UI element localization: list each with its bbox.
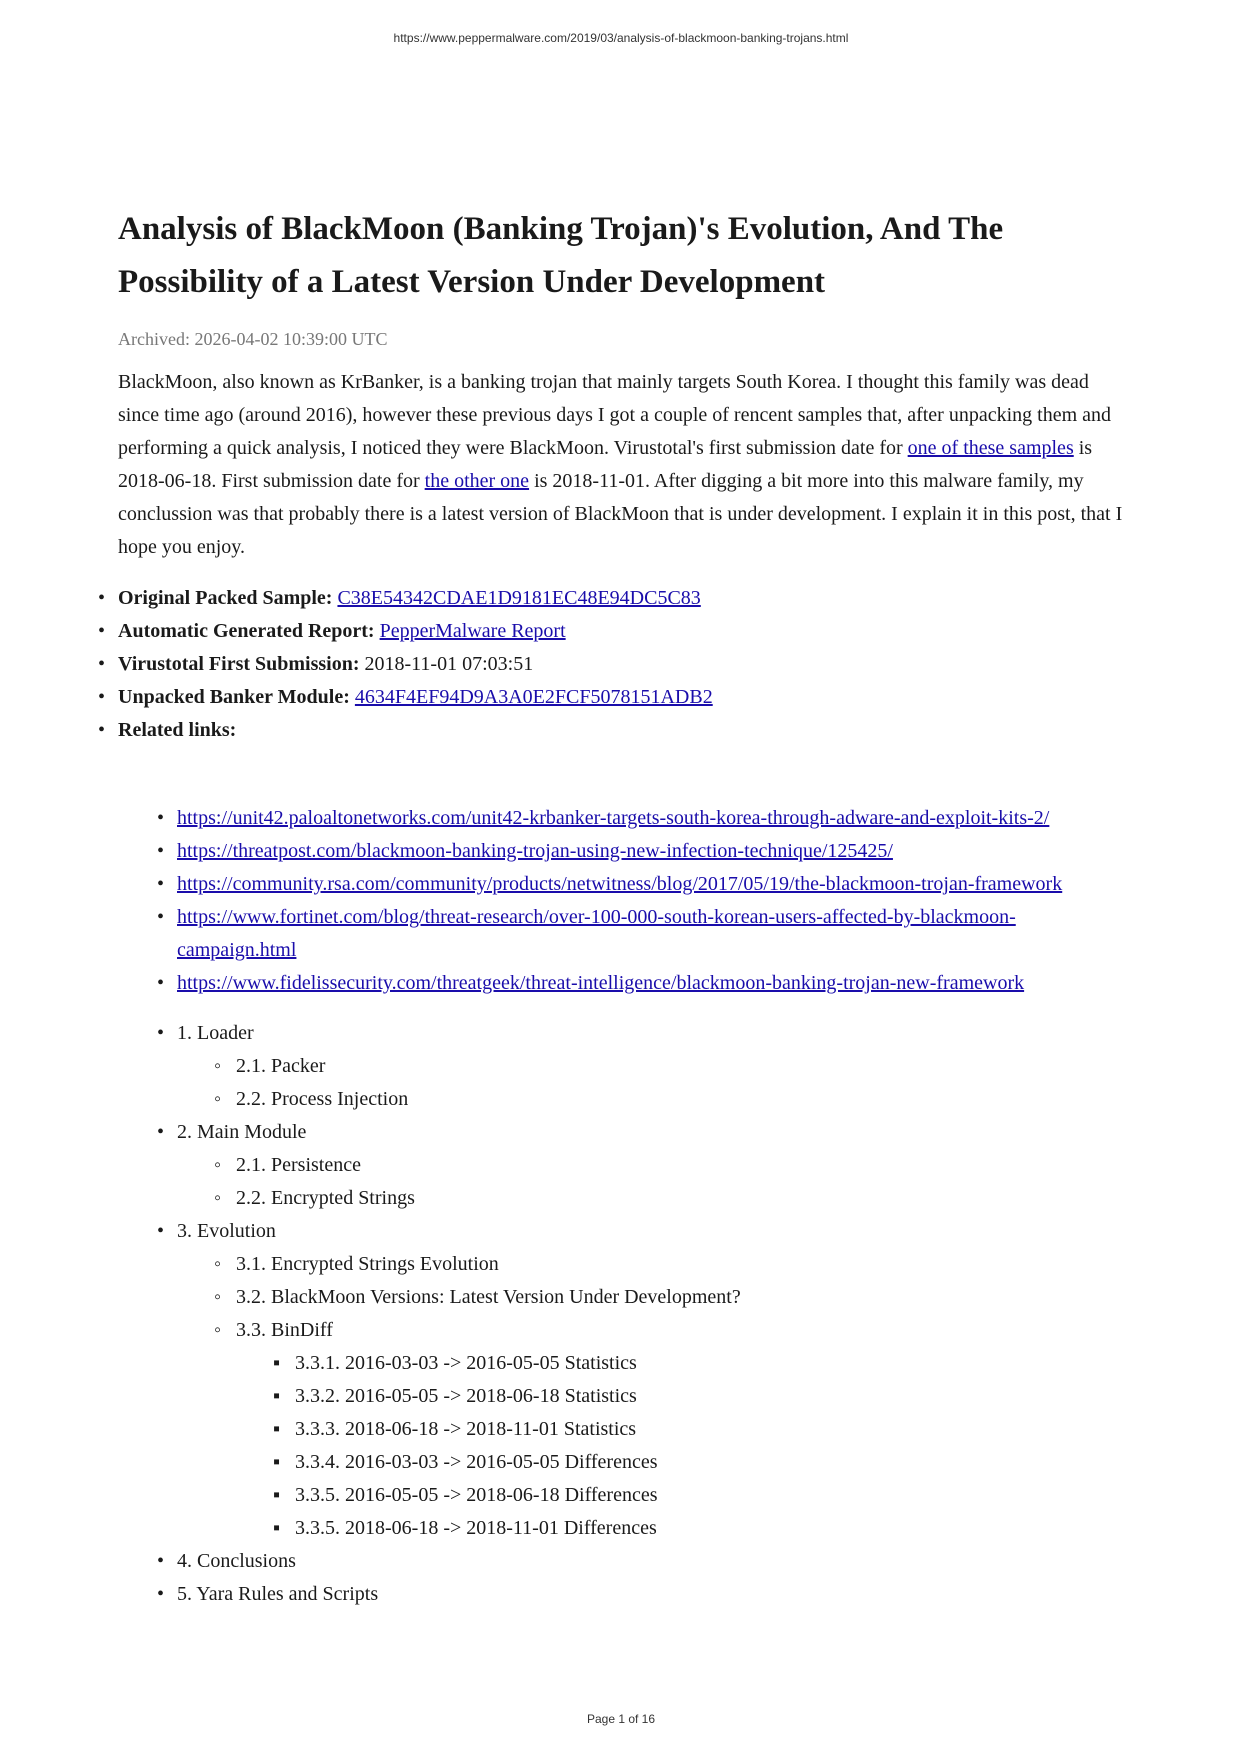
header-url: https://www.peppermalware.com/2019/03/analysis-of-blackmoon-banking-trojans.html: [393, 31, 849, 45]
toc-item-label: 2.1. Persistence: [236, 1154, 361, 1176]
related-link[interactable]: https://www.fortinet.com/blog/threat-research/over-100-000-south-korean-users-affected-by-blackmoon-campaign.html: [177, 906, 1016, 961]
toc-item-label: 3.3.5. 2018-06-18 -> 2018-11-01 Differences: [295, 1517, 657, 1539]
intro-text-2: is 2018-06-18. First submission date for: [118, 437, 1093, 492]
meta-label: Automatic Generated Report:: [118, 620, 375, 642]
toc-item: [177, 1017, 1130, 1116]
toc-item: [177, 1578, 1130, 1611]
toc-sublist: [177, 1149, 1130, 1215]
meta-link[interactable]: PepperMalware Report: [379, 620, 566, 642]
meta-item: [118, 681, 1130, 714]
intro-text-3: is 2018-11-01. After digging a bit more into this malware family, my conclussion was that probably there is a latest version of BlackMoon that is under development. I explain it in this post, that I hope you enjoy.: [118, 470, 1123, 558]
toc-item: [295, 1380, 1130, 1413]
toc-item: [295, 1446, 1130, 1479]
intro-text-1: BlackMoon, also known as KrBanker, is a banking trojan that mainly targets South Korea. I thought this family was dead since time ago (around 2016), however these previous days I got a couple of rencent samples that, after unpacking them and performing a quick analysis, I noticed they were BlackMoon. Virustotal's first submission date for: [118, 371, 1112, 459]
toc-item: [236, 1083, 1130, 1116]
toc-item-label: 1. Loader: [177, 1022, 254, 1044]
related-link-item: [177, 901, 1130, 967]
toc-item: [236, 1248, 1130, 1281]
toc-item: [177, 1116, 1130, 1215]
related-link[interactable]: https://threatpost.com/blackmoon-banking-trojan-using-new-infection-technique/125425/: [177, 840, 893, 862]
toc-item-label: 3.3.2. 2016-05-05 -> 2018-06-18 Statistics: [295, 1385, 637, 1407]
related-link[interactable]: https://unit42.paloaltonetworks.com/unit42-krbanker-targets-south-korea-through-adware-and-exploit-kits-2/: [177, 807, 1050, 829]
toc-sublist: [177, 1050, 1130, 1116]
related-link-item: [177, 802, 1130, 835]
toc-item-label: 3.2. BlackMoon Versions: Latest Version Under Development?: [236, 1286, 741, 1308]
toc-item-label: 3.1. Encrypted Strings Evolution: [236, 1253, 499, 1275]
toc-item: [295, 1512, 1130, 1545]
related-link-item: [177, 967, 1130, 1000]
toc-item: [236, 1050, 1130, 1083]
sample-link-2[interactable]: the other one: [424, 470, 530, 492]
toc-item-label: 2.1. Packer: [236, 1055, 326, 1077]
toc-item: [236, 1182, 1130, 1215]
toc-item: [295, 1479, 1130, 1512]
related-links-list: [118, 802, 1130, 1000]
toc-sublist: [236, 1347, 1130, 1545]
toc-item: [295, 1413, 1130, 1446]
meta-link[interactable]: 4634F4EF94D9A3A0E2FCF5078151ADB2: [354, 686, 713, 708]
toc-item-label: 2.2. Encrypted Strings: [236, 1187, 415, 1209]
toc-sublist: [177, 1248, 1130, 1545]
meta-item: [118, 615, 1130, 648]
toc-item: [236, 1314, 1130, 1545]
related-link[interactable]: https://community.rsa.com/community/products/netwitness/blog/2017/05/19/the-blackmoon-trojan-framework: [177, 873, 1063, 895]
related-link[interactable]: https://www.fidelissecurity.com/threatgeek/threat-intelligence/blackmoon-banking-trojan-new-framework: [177, 972, 1025, 994]
toc-item: [236, 1149, 1130, 1182]
toc-item-label: 5. Yara Rules and Scripts: [177, 1583, 379, 1605]
archived-date: Archived: 2026-04-02 10:39:00 UTC: [118, 329, 388, 349]
article: [118, 203, 1130, 1611]
related-link-item: [177, 835, 1130, 868]
toc-item: [177, 1215, 1130, 1545]
toc-item-label: 3.3.1. 2016-03-03 -> 2016-05-05 Statistics: [295, 1352, 637, 1374]
toc-item-label: 3.3.4. 2016-03-03 -> 2016-05-05 Differences: [295, 1451, 658, 1473]
related-link-item: [177, 868, 1130, 901]
sample-link-1[interactable]: one of these samples: [907, 437, 1074, 459]
meta-label: Related links:: [118, 719, 237, 741]
meta-label: Virustotal First Submission:: [118, 653, 360, 675]
toc-item-label: 3.3.3. 2018-06-18 -> 2018-11-01 Statistics: [295, 1418, 637, 1440]
toc-item: [177, 1545, 1130, 1578]
meta-item: [118, 714, 1130, 747]
meta-label: Original Packed Sample:: [118, 587, 333, 609]
meta-item: [118, 582, 1130, 615]
meta-item: [118, 648, 1130, 681]
toc-item-label: 3. Evolution: [177, 1220, 276, 1242]
toc-item-label: 2.2. Process Injection: [236, 1088, 409, 1110]
toc-item: [236, 1281, 1130, 1314]
meta-link[interactable]: C38E54342CDAE1D9181EC48E94DC5C83: [337, 587, 701, 609]
table-of-contents: [118, 1017, 1130, 1611]
meta-list: [118, 582, 1130, 747]
meta-value: 2018-11-01 07:03:51: [364, 653, 534, 675]
toc-item-label: 4. Conclusions: [177, 1550, 296, 1572]
toc-item-label: 3.3. BinDiff: [236, 1319, 333, 1341]
page-number: Page 1 of 16: [586, 1712, 656, 1726]
intro-paragraph: [118, 366, 1130, 564]
page-title: Analysis of BlackMoon (Banking Trojan)'s Evolution, And The Possibility of a Latest Version Under Development: [118, 211, 1004, 300]
meta-label: Unpacked Banker Module:: [118, 686, 350, 708]
toc-item-label: 2. Main Module: [177, 1121, 307, 1143]
toc-item: [295, 1347, 1130, 1380]
toc-item-label: 3.3.5. 2016-05-05 -> 2018-06-18 Differences: [295, 1484, 658, 1506]
